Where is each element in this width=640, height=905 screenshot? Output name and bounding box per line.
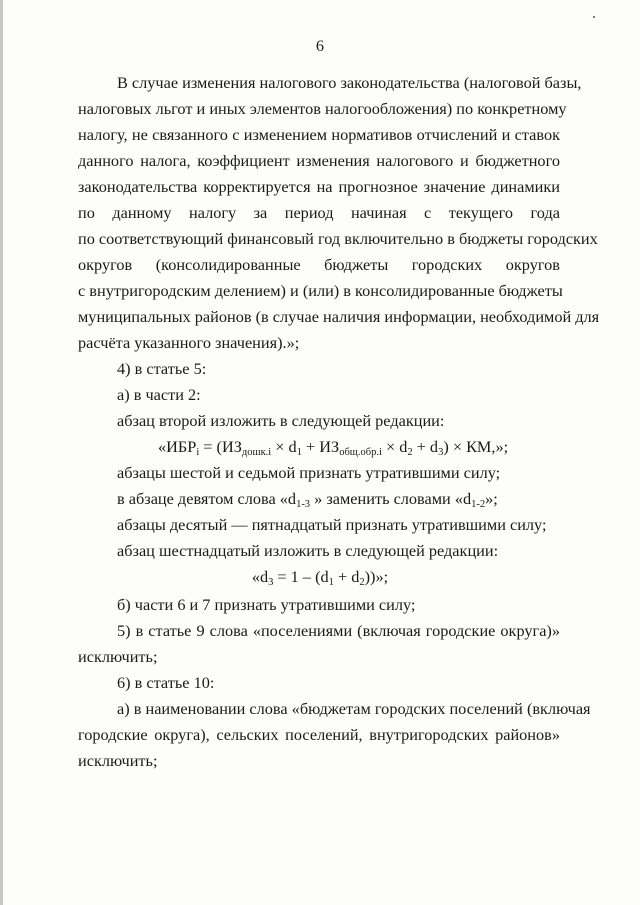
- paragraph-line: налогу, не связанного с изменением нормативов отчислений и ставок: [78, 125, 560, 144]
- article-item: абзацы десятый — пятнадцатый признать утратившими силу;: [117, 515, 547, 534]
- word: налогу: [188, 203, 237, 222]
- word: бюджеты: [324, 255, 389, 274]
- word: (консолидированные: [155, 255, 301, 274]
- paragraph-line-spread: [78, 255, 560, 275]
- word: с: [424, 203, 432, 222]
- word: года: [530, 203, 560, 222]
- page-left-edge: [0, 0, 3, 905]
- word: начиная: [350, 203, 407, 222]
- paragraph-line: В случае изменения налогового законодательства (налоговой базы,: [117, 73, 582, 92]
- word: городских: [411, 255, 483, 274]
- word: за: [253, 203, 268, 222]
- word: период: [284, 203, 334, 222]
- page-number: 6: [315, 36, 325, 55]
- replace-line: в абзаце девятом слова «$d_{1-3}$ » заменить словами «$d_{1-2}$»;: [117, 489, 498, 510]
- article-item: а) в части 2:: [117, 385, 201, 404]
- formula-ibr: «$ИБР_i = (ИЗ_{дошк.i} \times d_1 + ИЗ_{общ.обр.i} \times d_2 + d_3)$ × КМ,»;: [158, 437, 509, 458]
- word: данному: [112, 203, 172, 222]
- paragraph-line: муниципальных районов (в случае наличия информации, необходимой для: [78, 307, 600, 326]
- word: округов: [505, 255, 560, 274]
- paragraph-line: исключить;: [78, 751, 158, 770]
- article-item: 4) в статье 5:: [117, 359, 207, 378]
- paragraph-line: расчёта указанного значения).»;: [78, 333, 300, 352]
- word: текущего: [448, 203, 514, 222]
- paragraph-line-spread: [78, 203, 560, 223]
- article-item: абзац шестнадцатый изложить в следующей редакции:: [117, 541, 499, 560]
- article-item: 6) в статье 10:: [117, 673, 215, 692]
- scan-speck: [593, 16, 595, 18]
- paragraph-line: а) в наименовании слова «бюджетам городских поселений (включая: [117, 699, 591, 718]
- article-item: абзацы шестой и седьмой признать утратившими силу;: [117, 463, 501, 482]
- paragraph-line: 5) в статье 9 слова «поселениями (включая городские округа)»: [117, 621, 560, 640]
- paragraph-line: по соответствующий финансовый год включительно в бюджеты городских: [78, 229, 598, 248]
- paragraph-line: исключить;: [78, 647, 158, 666]
- paragraph-line: налоговых льгот и иных элементов налогообложения) по конкретному: [78, 99, 567, 118]
- formula-d3: «$d_3 = 1 - (d_1 + d_2)$)»;: [251, 567, 389, 588]
- paragraph-line: городские округа), сельских поселений, внутригородских районов»: [78, 725, 560, 744]
- word: по: [78, 203, 95, 222]
- paragraph-line: законодательства корректируется на прогнозное значение динамики: [78, 177, 560, 196]
- article-item: абзац второй изложить в следующей редакции:: [117, 411, 445, 430]
- paragraph-line: данного налога, коэффициент изменения налогового и бюджетного: [78, 151, 560, 170]
- word: округов: [78, 255, 133, 274]
- article-item: б) части 6 и 7 признать утратившими силу;: [117, 595, 416, 614]
- paragraph-line: с внутригородским делением) и (или) в консолидированные бюджеты: [78, 281, 563, 300]
